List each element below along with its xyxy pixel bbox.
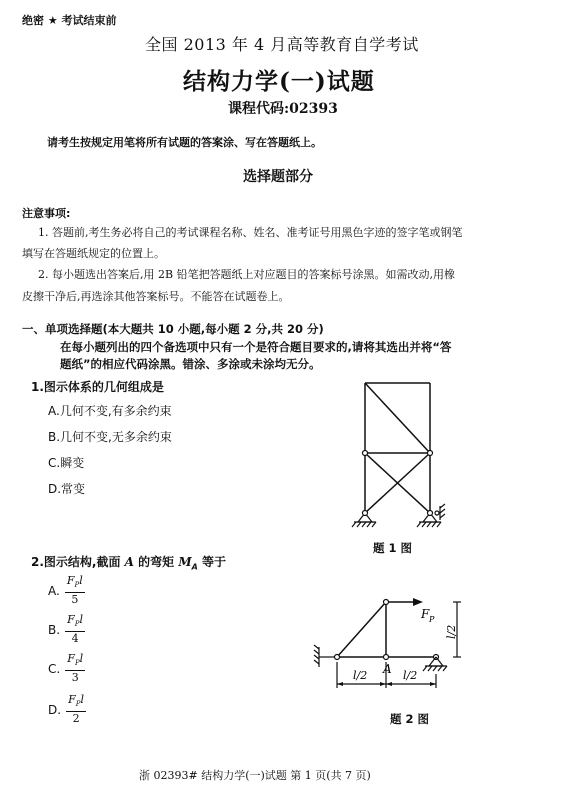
- q2-option-a-length: l: [79, 574, 83, 587]
- q2-option-c-force-sub: P: [74, 659, 80, 668]
- q1-option-d[interactable]: D.常变: [48, 482, 86, 496]
- q2-figure-caption: 题 2 图: [390, 712, 430, 726]
- section-a-label: A: [383, 662, 392, 676]
- q2-option-a-force-sub: P: [74, 581, 80, 590]
- q2-stem-mid: 的弯矩: [133, 555, 179, 569]
- q2-stem: [31, 553, 226, 571]
- q2-option-b-force-sub: P: [74, 620, 80, 629]
- page-footer: 浙 02393# 结构力学(一)试题 第 1 页(共 7 页): [139, 769, 371, 782]
- note-1-line-2: 填写在答题纸规定的位置上。: [22, 247, 165, 260]
- q2-option-a-denominator: 5: [71, 593, 79, 607]
- answer-instruction: 请考生按规定用笔将所有试题的答案涂、写在答题纸上。: [47, 136, 322, 149]
- q2-stem-moment: M: [178, 555, 192, 569]
- q1-option-c[interactable]: C.瞬变: [48, 456, 85, 470]
- q2-option-c-length: l: [79, 652, 84, 665]
- q2-option-d[interactable]: [48, 693, 86, 726]
- q2-frame-figure: [305, 582, 475, 707]
- q2-option-b[interactable]: [48, 613, 85, 646]
- notes-heading: 注意事项:: [22, 207, 71, 220]
- q1-truss-figure: [350, 378, 450, 528]
- q2-option-b-letter: B.: [48, 623, 61, 638]
- q2-stem-section: A: [124, 555, 134, 569]
- q2-option-a-letter: A.: [48, 584, 60, 599]
- load-label-sub: P: [429, 615, 435, 624]
- q2-option-c-force: F: [67, 652, 75, 665]
- q2-option-a[interactable]: [48, 574, 85, 607]
- q2-stem-suffix: 等于: [197, 555, 227, 569]
- dim-left-label: l/2: [353, 669, 368, 682]
- part-instruction-line-1: 在每小题列出的四个备选项中只有一个是符合题目要求的,请将其选出并将“答: [60, 340, 452, 354]
- q2-option-c-denominator: 3: [71, 671, 79, 685]
- q1-stem: 1.图示体系的几何组成是: [31, 380, 164, 394]
- q2-option-d-force: F: [68, 693, 76, 706]
- q2-option-d-letter: D.: [48, 703, 62, 718]
- q1-option-a[interactable]: A.几何不变,有多余约束: [48, 404, 172, 418]
- q2-stem-moment-sub: A: [191, 562, 198, 572]
- page-title: 结构力学(一)试题: [183, 68, 375, 95]
- note-2-line-2: 皮擦干净后,再选涂其他答案标号。不能答在试题卷上。: [22, 290, 290, 303]
- dim-right-label: l/2: [403, 669, 418, 682]
- part-heading: 一、单项选择题(本大题共 10 小题,每小题 2 分,共 20 分): [22, 322, 324, 336]
- q2-option-c[interactable]: [48, 652, 85, 685]
- note-2-line-1: 2. 每小题选出答案后,用 2B 铅笔把答题纸上对应题目的答案标号涂黑。如需改动,用橡: [38, 268, 456, 281]
- q1-option-b[interactable]: B.几何不变,无多余约束: [48, 430, 172, 444]
- part-instruction-line-2: 题纸”的相应代码涂黑。错涂、多涂或未涂均无分。: [60, 357, 321, 371]
- q2-option-d-denominator: 2: [72, 712, 80, 726]
- q2-option-d-length: l: [80, 693, 85, 706]
- q2-stem-prefix: 2.图示结构,截面: [31, 555, 125, 569]
- q2-option-b-length: l: [79, 613, 84, 626]
- q2-option-b-denominator: 4: [71, 632, 79, 646]
- exam-title-line: 全国 2013 年 4 月高等教育自学考试: [145, 35, 419, 54]
- load-arrow-icon: [413, 598, 423, 606]
- confidential-label: 绝密 ★ 考试结束前: [22, 14, 117, 27]
- q2-option-b-force: F: [67, 613, 75, 626]
- q1-figure-caption: 题 1 图: [373, 541, 413, 555]
- q2-option-a-force: F: [66, 574, 75, 587]
- section-title: 选择题部分: [243, 169, 313, 185]
- course-code: 课程代码:02393: [228, 101, 338, 117]
- note-1-line-1: 1. 答题前,考生务必将自己的考试课程名称、姓名、准考证号用黑色字迹的签字笔或钢笔: [38, 226, 463, 239]
- dim-height-label: l/2: [445, 624, 458, 639]
- q2-option-d-force-sub: P: [75, 700, 81, 709]
- q2-option-c-letter: C.: [48, 662, 61, 677]
- load-label: F: [421, 607, 430, 621]
